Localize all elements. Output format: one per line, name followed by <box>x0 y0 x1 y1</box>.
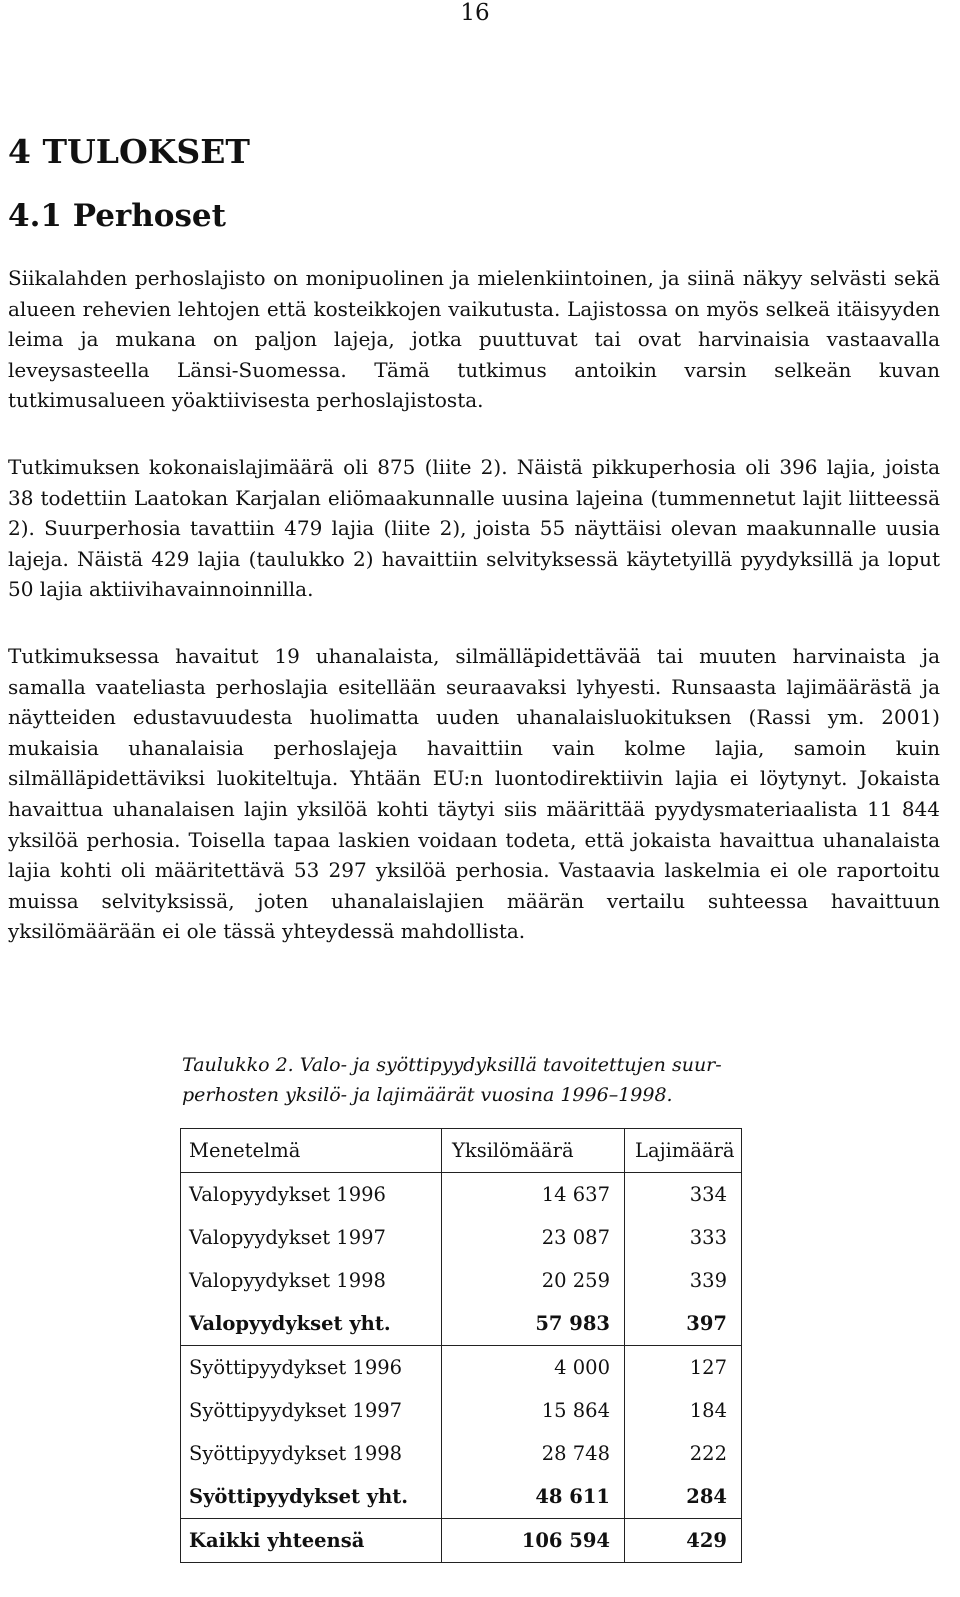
section-heading: 4.1 Perhoset <box>8 198 226 234</box>
table-row <box>181 1259 742 1302</box>
cell-method: Syöttipyydykset 1996 <box>181 1346 442 1390</box>
cell-species: 184 <box>625 1389 742 1432</box>
cell-individuals: 20 259 <box>442 1259 625 1302</box>
chapter-heading: 4 TULOKSET <box>8 132 250 171</box>
header-individuals: Yksilömäärä <box>442 1129 625 1173</box>
table-caption: Taulukko 2. Valo- ja syöttipyydyksillä tavoitettujen suurperhosten yksilö- ja lajimäärät vuosina 1996–1998. <box>182 1054 722 1106</box>
cell-individuals: 57 983 <box>442 1302 625 1346</box>
cell-species: 339 <box>625 1259 742 1302</box>
table-row <box>181 1216 742 1259</box>
table-row <box>181 1173 742 1217</box>
cell-species: 284 <box>625 1475 742 1519</box>
cell-species: 333 <box>625 1216 742 1259</box>
table-row <box>181 1389 742 1432</box>
cell-species: 334 <box>625 1173 742 1217</box>
cell-method: Syöttipyydykset yht. <box>181 1475 442 1519</box>
paragraph-3: Tutkimuksessa havaitut 19 uhanalaista, silmälläpidettävää tai muuten harvinaista ja samalla vaateliasta perhoslajia esitellään seuraavaksi lyhyesti. Runsaasta lajimäärästä ja näytteiden edustavuudesta huolimatta uuden uhanalaisluokituksen (Rassi ym. 2001) mukaisia uhanalaisia perhoslajeja havaittiin vain kolme lajia, samoin kuin silmälläpidettäviksi luokiteltuja. Yhtään EU:n luontodirektiivin lajia ei löytynyt. Jokaista havaittua uhanalaisen lajin yksilöä kohti täytyi siis määrittää pyydysmateriaalista 11 844 yksilöä perhosia. Toisella tapaa laskien voidaan todeta, että jokaista havaittua uhanalaista lajia kohti oli määritettävä 53 297 yksilöä perhosia. Vastaavia laskelmia ei ole raportoitu muissa selvityksissä, joten uhanalaislajien määrän vertailu suhteessa havaittuun yksilömäärään ei ole tässä yhteydessä mahdollista. <box>8 644 940 944</box>
cell-individuals: 28 748 <box>442 1432 625 1475</box>
table-header-row <box>181 1129 742 1173</box>
cell-species: 127 <box>625 1346 742 1390</box>
cell-individuals: 23 087 <box>442 1216 625 1259</box>
cell-method: Valopyydykset yht. <box>181 1302 442 1346</box>
cell-individuals: 15 864 <box>442 1389 625 1432</box>
cell-method: Valopyydykset 1998 <box>181 1259 442 1302</box>
cell-species: 429 <box>625 1519 742 1563</box>
cell-method: Valopyydykset 1996 <box>181 1173 442 1217</box>
table-subtotal-row <box>181 1475 742 1519</box>
cell-individuals: 4 000 <box>442 1346 625 1390</box>
table-row <box>181 1346 742 1390</box>
table-subtotal-row <box>181 1302 742 1346</box>
cell-method: Syöttipyydykset 1997 <box>181 1389 442 1432</box>
cell-method: Valopyydykset 1997 <box>181 1216 442 1259</box>
paragraph-2: Tutkimuksen kokonaislajimäärä oli 875 (liite 2). Näistä pikkuperhosia oli 396 lajia, joista 38 todettiin Laatokan Karjalan eliömaakunnalle uusina lajeina (tummennetut lajit liitteessä 2). Suurperhosia tavattiin 479 lajia (liite 2), joista 55 näyttäisi olevan maakunnalle uusia lajeja. Näistä 429 lajia (taulukko 2) havaittiin selvityksessä käytetyillä pyydyksillä ja loput 50 lajia aktiivihavainnoinnilla. <box>8 455 940 602</box>
header-species: Lajimäärä <box>625 1129 742 1173</box>
table-total-row <box>181 1519 742 1563</box>
table-row <box>181 1432 742 1475</box>
cell-individuals: 14 637 <box>442 1173 625 1217</box>
cell-individuals: 48 611 <box>442 1475 625 1519</box>
paragraph-1: Siikalahden perhoslajisto on monipuolinen ja mielenkiintoinen, ja siinä näkyy selvästi sekä alueen rehevien lehtojen että kosteikkojen vaikutusta. Lajistossa on myös selkeä itäisyyden leima ja mukana on paljon lajeja, jotka puuttuvat tai ovat harvinaisia vastaavalla leveysasteella Länsi-Suomessa. Tämä tutkimus antoikin varsin selkeän kuvan tutkimusalueen yöaktiivisesta perhoslajistosta. <box>8 266 940 413</box>
results-table <box>180 1128 742 1563</box>
cell-method: Syöttipyydykset 1998 <box>181 1432 442 1475</box>
cell-species: 397 <box>625 1302 742 1346</box>
header-method: Menetelmä <box>181 1129 442 1173</box>
cell-method: Kaikki yhteensä <box>181 1519 442 1563</box>
cell-individuals: 106 594 <box>442 1519 625 1563</box>
cell-species: 222 <box>625 1432 742 1475</box>
page-number: 16 <box>460 0 490 26</box>
